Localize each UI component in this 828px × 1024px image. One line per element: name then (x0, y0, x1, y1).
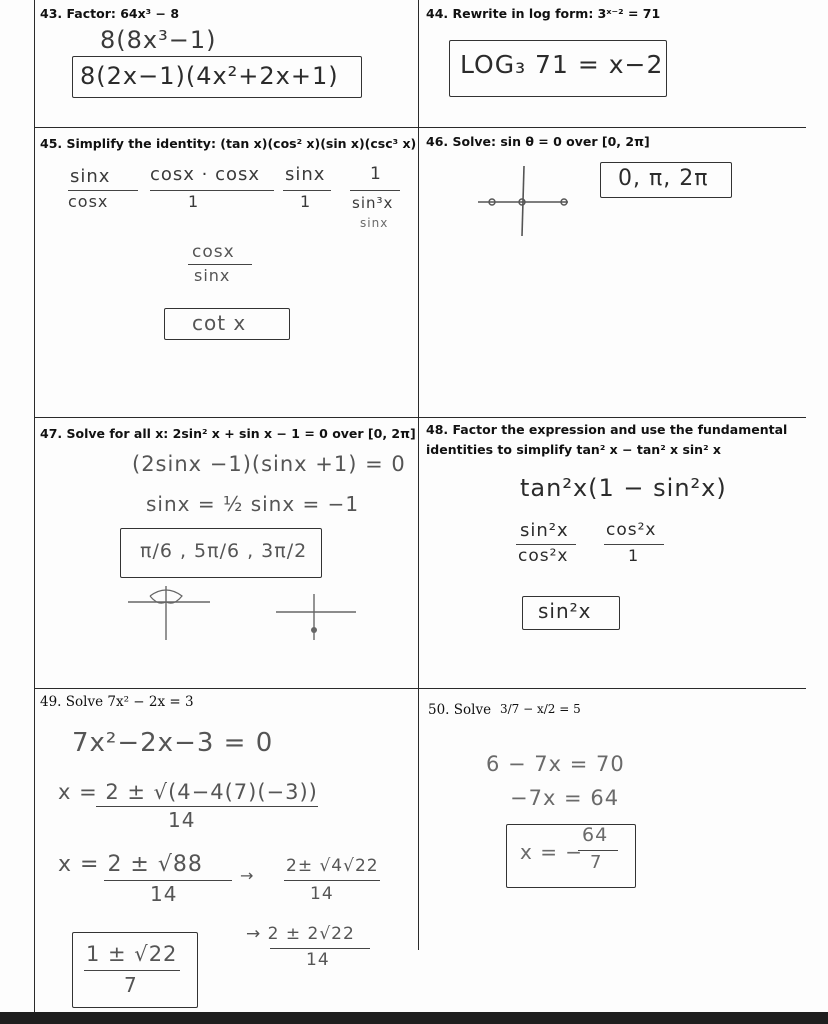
problem-45-step-num: cosx (192, 242, 235, 262)
problem-48-prompt-line1: 48. Factor the expression and use the fundamental (426, 422, 788, 437)
problem-45-term4-den: sin³x (352, 194, 394, 212)
problem-50-answer-num: 64 (582, 824, 609, 846)
problem-50-answer-lhs: x = − (520, 840, 584, 864)
problem-47-prompt: 47. Solve for all x: 2sin² x + sin x − 1 = 0 over [0, 2π] (40, 426, 416, 441)
problem-50-work-line2: −7x = 64 (510, 786, 620, 810)
problem-45-term4-den2: sinx (360, 216, 389, 230)
problem-49-simp-den: 14 (150, 882, 178, 906)
problem-48-paren-den: 1 (628, 546, 640, 565)
row-divider-3 (34, 688, 806, 689)
column-divider (418, 0, 419, 950)
problem-48-frac-den: cos²x (518, 546, 569, 566)
problem-43-prompt: 43. Factor: 64x³ − 8 (40, 6, 180, 21)
problem-49-work-line1: 7x²−2x−3 = 0 (72, 728, 274, 758)
problem-47-work-line1: (2sinx −1)(sinx +1) = 0 (132, 452, 406, 476)
problem-45-term3-den: 1 (300, 192, 312, 211)
problem-49-simp2-den: 14 (310, 884, 334, 904)
problem-46-sketch-icon (470, 162, 590, 242)
problem-44-answer: LOG₃ 71 = x−2 (460, 50, 664, 79)
problem-45-term1-den: cosx (68, 192, 109, 211)
problem-45-answer: cot x (192, 311, 247, 335)
problem-45-prompt: 45. Simplify the identity: (tan x)(cos² x)(sin x)(csc³ x) (40, 136, 417, 151)
problem-50-answer-den: 7 (590, 852, 603, 873)
problem-47-unit-circle-icon (126, 584, 226, 644)
problem-49-quad-den: 14 (168, 808, 196, 832)
problem-45-term2-bar (150, 190, 274, 191)
row-divider-2 (34, 417, 806, 418)
problem-45-term2-den: 1 (188, 192, 200, 211)
problem-48-answer: sin²x (538, 599, 592, 623)
problem-50-answer-bar (578, 850, 618, 851)
problem-49-simp3-den: 14 (306, 950, 330, 970)
bottom-bar (0, 1012, 828, 1024)
problem-45-term2-num: cosx · cosx (150, 164, 261, 185)
problem-49-simp2-num: 2± √4√22 (286, 856, 379, 876)
problem-48-frac-num: sin²x (520, 520, 569, 541)
problem-47-work-line2: sinx = ½ sinx = −1 (146, 492, 360, 516)
problem-50-prompt-label: 50. Solve (428, 702, 492, 718)
problem-47-sine-sketch-icon (270, 594, 370, 644)
problem-49-simp-bar (104, 880, 232, 881)
problem-49-quad-bar (96, 806, 318, 807)
problem-49-simp2-bar (284, 880, 380, 881)
problem-49-answer-den: 7 (124, 973, 138, 997)
problem-50-prompt-equation: 3/7 − x/2 = 5 (500, 702, 581, 716)
problem-49-prompt: 49. Solve 7x² − 2x = 3 (40, 694, 194, 710)
problem-45-step-den: sinx (194, 266, 231, 285)
problem-45-step-bar (188, 264, 252, 265)
problem-45-term3-num: sinx (285, 164, 326, 185)
problem-45-term4-num: 1 (370, 164, 382, 184)
problem-44-prompt: 44. Rewrite in log form: 3ˣ⁻² = 71 (426, 6, 661, 21)
problem-45-term1-bar (68, 190, 138, 191)
problem-49-simp-num: x = 2 ± √88 (58, 852, 203, 877)
problem-48-paren-num: cos²x (606, 520, 657, 540)
problem-45-term4-bar (350, 190, 400, 191)
problem-43-answer: 8(2x−1)(4x²+2x+1) (80, 62, 339, 90)
problem-49-quad-num: x = 2 ± √(4−4(7)(−3)) (58, 780, 318, 804)
problem-48-paren-bar (604, 544, 664, 545)
problem-49-answer-num: 1 ± √22 (86, 942, 178, 966)
problem-45-term3-bar (283, 190, 331, 191)
problem-43-work: 8(8x³−1) (100, 26, 217, 54)
problem-46-answer: 0, π, 2π (618, 166, 709, 191)
problem-48-prompt-line2: identities to simplify tan² x − tan² x sin² x (426, 442, 721, 457)
problem-47-answer: π/6 , 5π/6 , 3π/2 (140, 540, 308, 562)
problem-49-answer-bar (84, 970, 180, 971)
problem-50-work-line1: 6 − 7x = 70 (486, 752, 625, 776)
problem-49-simp3-num: → 2 ± 2√22 (246, 924, 355, 944)
row-divider-1 (34, 127, 806, 128)
problem-45-term1-num: sinx (70, 166, 111, 187)
left-margin-line (34, 0, 35, 1012)
problem-48-frac-bar (516, 544, 576, 545)
problem-48-work-line1: tan²x(1 − sin²x) (520, 474, 727, 502)
problem-46-prompt: 46. Solve: sin θ = 0 over [0, 2π] (426, 134, 650, 149)
problem-49-arrow-icon: → (240, 866, 255, 885)
problem-49-simp3-bar (270, 948, 370, 949)
